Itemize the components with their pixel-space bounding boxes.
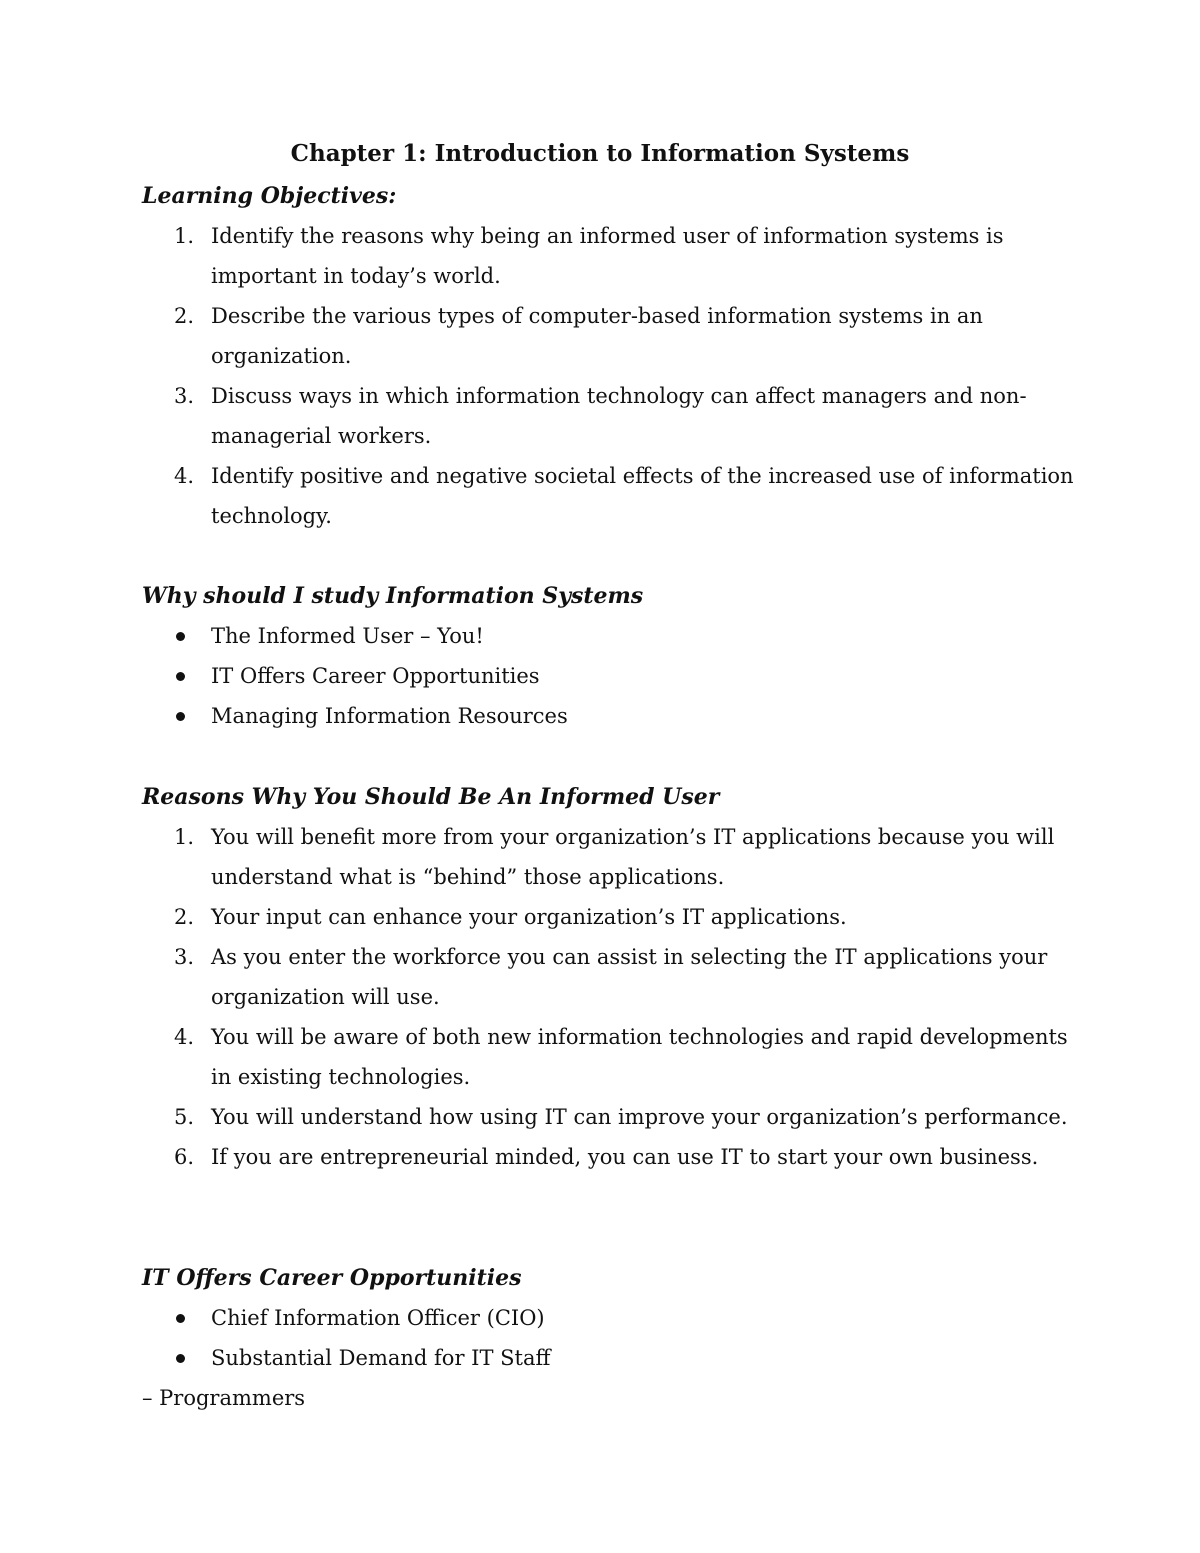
list-item [0, 656, 1091, 696]
list-item [0, 1338, 1091, 1378]
list-number: 3. [174, 384, 195, 408]
list-item-text: IT Offers Career Opportunities [211, 664, 540, 688]
list-number: 4. [174, 464, 195, 488]
list-item [0, 817, 1091, 897]
list-item-text: If you are entrepreneurial minded, you can use IT to start your own business. [211, 1145, 1039, 1169]
list-item-text: Substantial Demand for IT Staff [211, 1346, 551, 1370]
list-number: 3. [174, 945, 195, 969]
list-item [0, 456, 1091, 536]
list-item-text: Discuss ways in which information technology can affect managers and non-managerial workers. [211, 384, 1027, 448]
learning-objectives-heading: Learning Objectives: [142, 183, 397, 209]
list-item [0, 1017, 1091, 1097]
list-item-text: Identify the reasons why being an informed user of information systems is important in today’s world. [211, 224, 1004, 288]
bullet-icon [176, 1354, 185, 1363]
reasons-list [0, 817, 1091, 1177]
career-list [0, 1298, 1091, 1378]
list-number: 2. [174, 304, 195, 328]
list-item-text: Describe the various types of computer-based information systems in an organization. [211, 304, 983, 368]
list-item [0, 296, 1091, 376]
programmers-line: – Programmers [142, 1386, 306, 1410]
list-item-text: As you enter the workforce you can assist in selecting the IT applications your organization will use. [211, 945, 1048, 1009]
list-item-text: You will benefit more from your organization’s IT applications because you will understand what is “behind” those applications. [211, 825, 1055, 889]
bullet-icon [176, 1314, 185, 1323]
reasons-heading: Reasons Why You Should Be An Informed User [142, 784, 720, 810]
list-item [0, 696, 1091, 736]
list-item-text: Chief Information Officer (CIO) [211, 1306, 545, 1330]
list-item [0, 376, 1091, 456]
list-number: 1. [174, 825, 195, 849]
list-item-text: The Informed User – You! [211, 624, 484, 648]
list-item [0, 1137, 1091, 1177]
list-item-text: You will be aware of both new information technologies and rapid developments in existing technologies. [211, 1025, 1068, 1089]
list-item [0, 1298, 1091, 1338]
list-number: 4. [174, 1025, 195, 1049]
list-item-text: Managing Information Resources [211, 704, 568, 728]
list-item [0, 616, 1091, 656]
list-item-text: Your input can enhance your organization’s IT applications. [211, 905, 847, 929]
why-study-list [0, 616, 1091, 736]
list-number: 1. [174, 224, 195, 248]
list-item [0, 937, 1091, 1017]
page-title: Chapter 1: Introduction to Information Systems [290, 140, 910, 167]
list-item [0, 897, 1091, 937]
learning-objectives-list [0, 216, 1091, 536]
list-item-text: You will understand how using IT can improve your organization’s performance. [211, 1105, 1068, 1129]
why-study-heading: Why should I study Information Systems [142, 583, 644, 609]
career-heading: IT Offers Career Opportunities [142, 1265, 522, 1291]
bullet-icon [176, 672, 185, 681]
list-item-text: Identify positive and negative societal effects of the increased use of information technology. [211, 464, 1074, 528]
bullet-icon [176, 712, 185, 721]
bullet-icon [176, 632, 185, 641]
list-item [0, 1097, 1091, 1137]
list-item [0, 216, 1091, 296]
list-number: 6. [174, 1145, 195, 1169]
list-number: 5. [174, 1105, 195, 1129]
list-number: 2. [174, 905, 195, 929]
